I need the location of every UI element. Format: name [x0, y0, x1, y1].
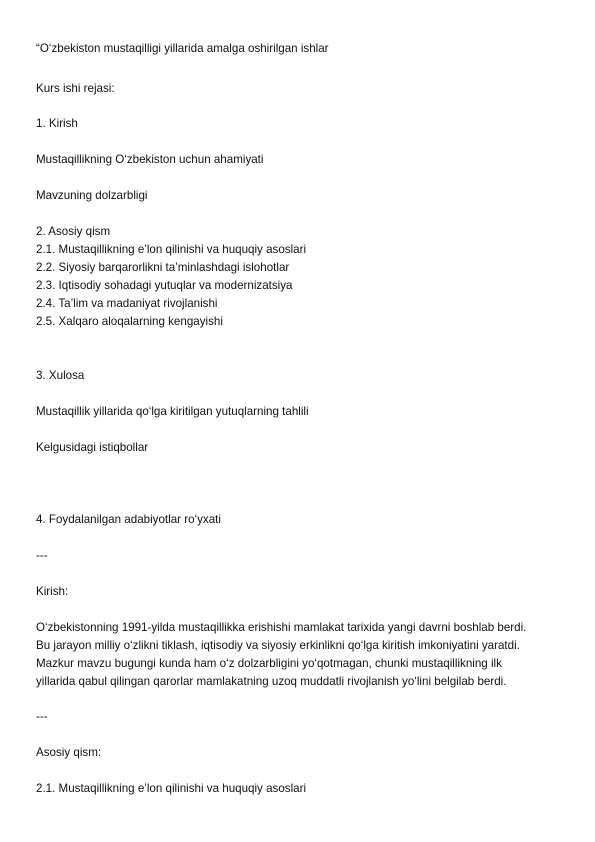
conclusion-heading: 3. Xulosa	[36, 369, 85, 382]
main-item-2-2: 2.2. Siyosiy barqarorlikni ta’minlashdagi islohotlar	[36, 261, 290, 274]
main-item-2-5: 2.5. Xalqaro aloqalarning kengayishi	[36, 315, 223, 328]
asosiy-label: Asosiy qism:	[36, 746, 102, 759]
intro-heading: 1. Kirish	[36, 117, 78, 130]
kirish-paragraph-line-4: yillarida qabul qilingan qarorlar mamlakatning uzoq muddatli rivojlanish yo‘lini belgilab berdi.	[36, 675, 507, 688]
main-item-2-1: 2.1. Mustaqillikning e’lon qilinishi va huquqiy asoslari	[36, 243, 307, 256]
separator-2: ---	[36, 710, 48, 723]
intro-item-significance: Mustaqillikning O‘zbekiston uchun ahamiyati	[36, 153, 264, 166]
main-item-2-4: 2.4. Ta’lim va madaniyat rivojlanishi	[36, 297, 218, 310]
intro-item-relevance: Mavzuning dolzarbligi	[36, 189, 148, 202]
conclusion-item-analysis: Mustaqillik yillarida qo‘lga kiritilgan yutuqlarning tahlili	[36, 405, 309, 418]
main-part-heading: 2. Asosiy qism	[36, 225, 111, 238]
document-title: “O‘zbekiston mustaqilligi yillarida amalga oshirilgan ishlar	[36, 42, 329, 55]
kirish-label: Kirish:	[36, 585, 69, 598]
plan-heading: Kurs ishi rejasi:	[36, 82, 115, 95]
references-heading: 4. Foydalanilgan adabiyotlar ro‘yxati	[36, 513, 221, 526]
kirish-paragraph-line-3: Mazkur mavzu bugungi kunda ham o‘z dolzarbligini yo‘qotmagan, chunki mustaqillikning ilk	[36, 657, 502, 670]
kirish-paragraph-line-2: Bu jarayon milliy o‘zlikni tiklash, iqtisodiy va siyosiy erkinlikni qo‘lga kiritish imkoniyatini yaratdi.	[36, 639, 520, 652]
separator-1: ---	[36, 549, 48, 562]
conclusion-item-prospects: Kelgusidagi istiqbollar	[36, 441, 149, 454]
main-item-2-3: 2.3. Iqtisodiy sohadagi yutuqlar va modernizatsiya	[36, 279, 293, 292]
section-2-1-heading: 2.1. Mustaqillikning e’lon qilinishi va huquqiy asoslari	[36, 782, 307, 795]
kirish-paragraph-line-1: O‘zbekistonning 1991-yilda mustaqillikka erishishi mamlakat tarixida yangi davrni boshlab berdi.	[36, 621, 527, 634]
